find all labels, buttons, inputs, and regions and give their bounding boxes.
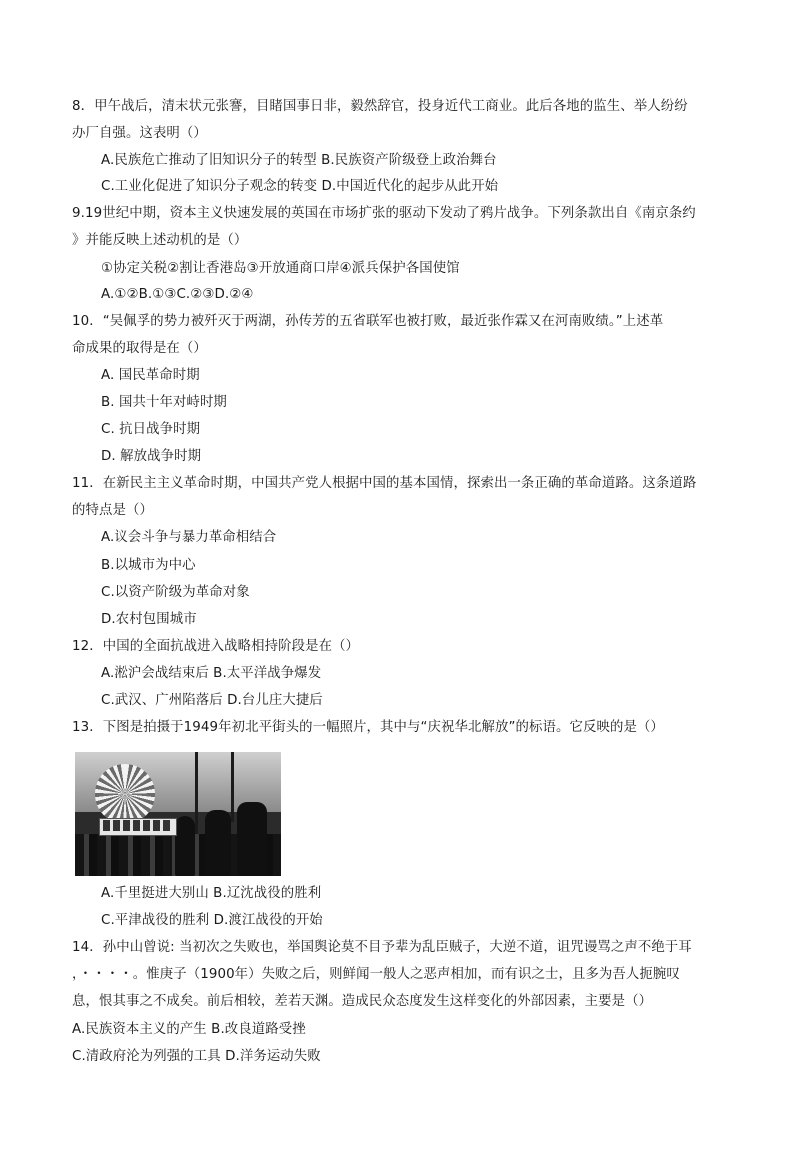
q8-stem-line1: 8．甲午战后，清末状元张謇，目睹国事日非，毅然辞官，投身近代工商业。此后各地的监生、举人纷纷 [72,99,688,114]
q13-photo [75,752,281,876]
q11-option-c: C.以资产阶级为革命对象 [101,585,250,600]
q8-stem-line2: 办厂自强。这表明（） [72,126,207,141]
q11-stem-line2: 的特点是（） [72,503,153,518]
q13-stem: 13．下图是拍摄于1949年初北平街头的一幅照片，其中与“庆祝华北解放”的标语。它反映的是（） [72,720,664,735]
q8-options-line2: C.工业化促进了知识分子观念的转变 D.中国近代化的起步从此开始 [101,179,499,194]
q10-option-c: C. 抗日战争时期 [101,422,201,437]
q11-stem-line1: 11．在新民主主义革命时期，中国共产党人根据中国的基本国情，探索出一条正确的革命道路。这条道路 [72,476,697,491]
q10-option-b: B. 国共十年对峙时期 [101,395,227,410]
q12-options-line1: A.淞沪会战结束后 B.太平洋战争爆发 [101,666,322,681]
q12-stem: 12．中国的全面抗战进入战略相持阶段是在（） [72,639,360,654]
q14-stem-line3: 息，恨其事之不成矣。前后相较，差若天渊。造成民众态度发生这样变化的外部因素，主要是（） [72,994,653,1009]
q9-stem-line1: 9.19世纪中期，资本主义快速发展的英国在市场扩张的驱动下发动了鸦片战争。下列条款出自《南京条约 [72,206,696,221]
q10-stem-line1: 10．“吴佩孚的势力被歼灭于两湖，孙传芳的五省联军也被打败，最近张作霖又在河南败绩。”上述革 [72,314,664,329]
q10-stem-line2: 命成果的取得是在（） [72,341,207,356]
q14-options-line1: A.民族资本主义的产生 B.改良道路受挫 [72,1022,306,1037]
q9-stem-line2: 》并能反映上述动机的是（） [72,233,248,248]
q14-stem-line2: ，・・・・。惟庚子（1900年）失败之后，则鲜闻一般人之恶声相加，而有识之士，且多为吾人扼腕叹 [72,967,680,982]
q14-stem-line1: 14．孙中山曾说: 当初次之失败也，举国舆论莫不目予辈为乱臣贼子，大逆不道，诅咒谩骂之声不绝于耳 [72,940,692,955]
portrait-emblem-icon [95,764,155,824]
q13-options-line1: A.千里挺进大别山 B.辽沈战役的胜利 [101,886,322,901]
q10-option-a: A. 国民革命时期 [101,368,200,383]
q8-options-line1: A.民族危亡推动了旧知识分子的转型 B.民族资产阶级登上政治舞台 [101,153,497,168]
q9-items: ①协定关税②割让香港岛③开放通商口岸④派兵保护各国使馆 [101,261,460,276]
q11-option-b: B.以城市为中心 [101,558,196,573]
q9-options: A.①②B.①③C.②③D.②④ [101,287,254,302]
q14-options-line2: C.清政府沦为列强的工具 D.洋务运动失败 [72,1049,321,1064]
q11-option-d: D.农村包围城市 [101,612,197,627]
q10-option-d: D. 解放战争时期 [101,449,202,464]
q13-options-line2: C.平津战役的胜利 D.渡江战役的开始 [101,913,323,928]
q12-options-line2: C.武汉、广州陷落后 D.台儿庄大捷后 [101,693,323,708]
q11-option-a: A.议会斗争与暴力革命相结合 [101,530,277,545]
